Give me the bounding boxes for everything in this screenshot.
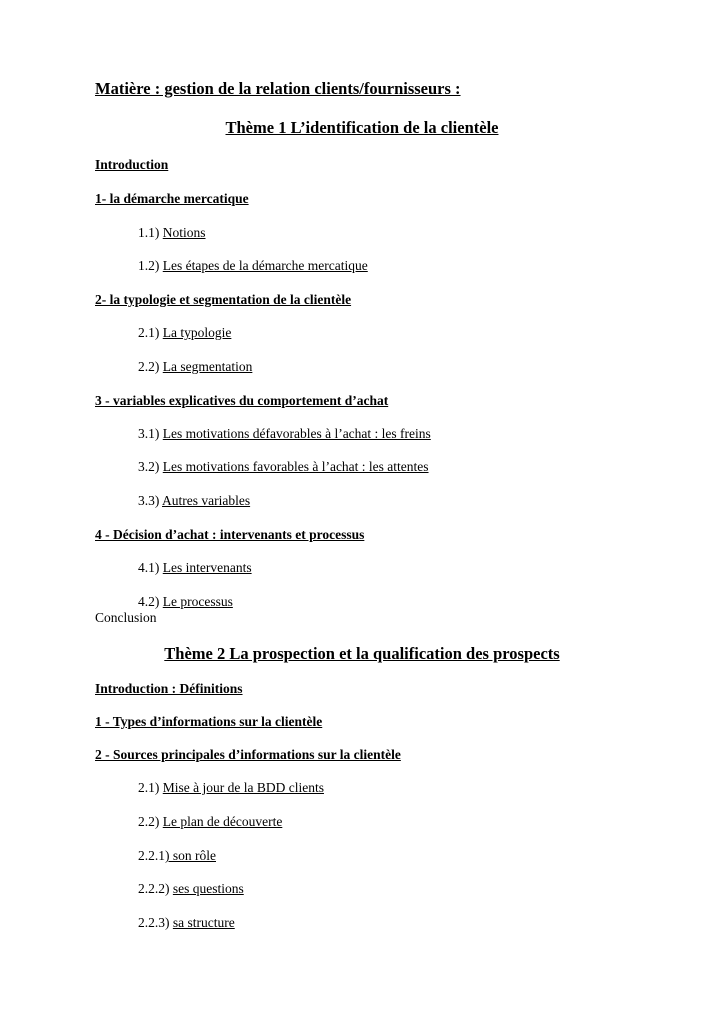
subsection-label: Autres variables [162,493,251,508]
section-3-heading: 3 - variables explicatives du comportement d’achat [95,393,389,408]
subsection-number: 1.2) [138,258,163,273]
conclusion: Conclusion [95,610,157,625]
subsection-number: 2.1) [138,325,163,340]
subsection-number: 3.2) [138,459,163,474]
subsection-2-2-plan [138,815,282,829]
subsection-number: 2.1) [138,780,163,795]
subsection-1-1 [138,226,206,240]
subsection-2-2-2 [138,882,244,896]
theme-2-introduction: Introduction : Définitions [95,681,243,696]
subsection-2-2 [138,360,252,374]
subsection-number: 3.1) [138,426,163,441]
subsection-label: La segmentation [162,359,253,374]
subsection-number: 2.2.1 [138,848,165,863]
subsection-1-2 [138,259,368,273]
section-4-heading: 4 - Décision d’achat : intervenants et processus [95,527,365,542]
subsection-number: 3.3) [138,493,163,508]
subsection-2-2-1 [138,849,216,863]
subsection-3-1 [138,427,431,441]
subsection-4-1 [138,561,252,575]
theme-2-section-1-heading: 1 - Types d’informations sur la clientèle [95,714,323,729]
subsection-label: La typologie [162,325,232,340]
theme-2-section-2-heading: 2 - Sources principales d’informations sur la clientèle [95,747,401,762]
subsection-label: Notions [162,225,206,240]
subsection-label: Les étapes de la démarche mercatique [162,258,368,273]
subsection-2-1-bdd [138,781,324,795]
subsection-label: Le plan de découverte [162,814,283,829]
subsection-label: ses questions [172,881,244,896]
subsection-label: Les intervenants [162,560,252,575]
subsection-label: Le processus [162,594,233,609]
subsection-label: sa structure [172,915,235,930]
subsection-2-2-3 [138,916,235,930]
section-2-heading: 2- la typologie et segmentation de la clientèle [95,292,352,307]
subsection-label: Les motivations favorables à l’achat : les attentes [162,459,429,474]
subsection-number: 2.2.2) [138,881,173,896]
subject-title: Matière : gestion de la relation clients/fournisseurs : [95,79,461,98]
subsection-number: 2.2.3) [138,915,173,930]
subsection-2-1 [138,326,231,340]
subsection-3-2 [138,460,429,474]
subsection-3-3 [138,494,250,508]
subsection-number: 2.2) [138,359,163,374]
subsection-number: 2.2) [138,814,163,829]
subsection-4-2 [138,595,233,609]
theme-2-title: Thème 2 La prospection et la qualification des prospects [164,644,560,663]
subsection-number: 1.1) [138,225,163,240]
theme-1-title: Thème 1 L’identification de la clientèle [225,118,499,137]
subsection-label: Les motivations défavorables à l’achat : les freins [162,426,431,441]
section-1-heading: 1- la démarche mercatique [95,191,249,206]
subsection-label: ) son rôle [165,848,216,863]
theme-1-introduction: Introduction [95,157,169,172]
subsection-label: Mise à jour de la BDD clients [162,780,324,795]
subsection-number: 4.1) [138,560,163,575]
subsection-number: 4.2) [138,594,163,609]
